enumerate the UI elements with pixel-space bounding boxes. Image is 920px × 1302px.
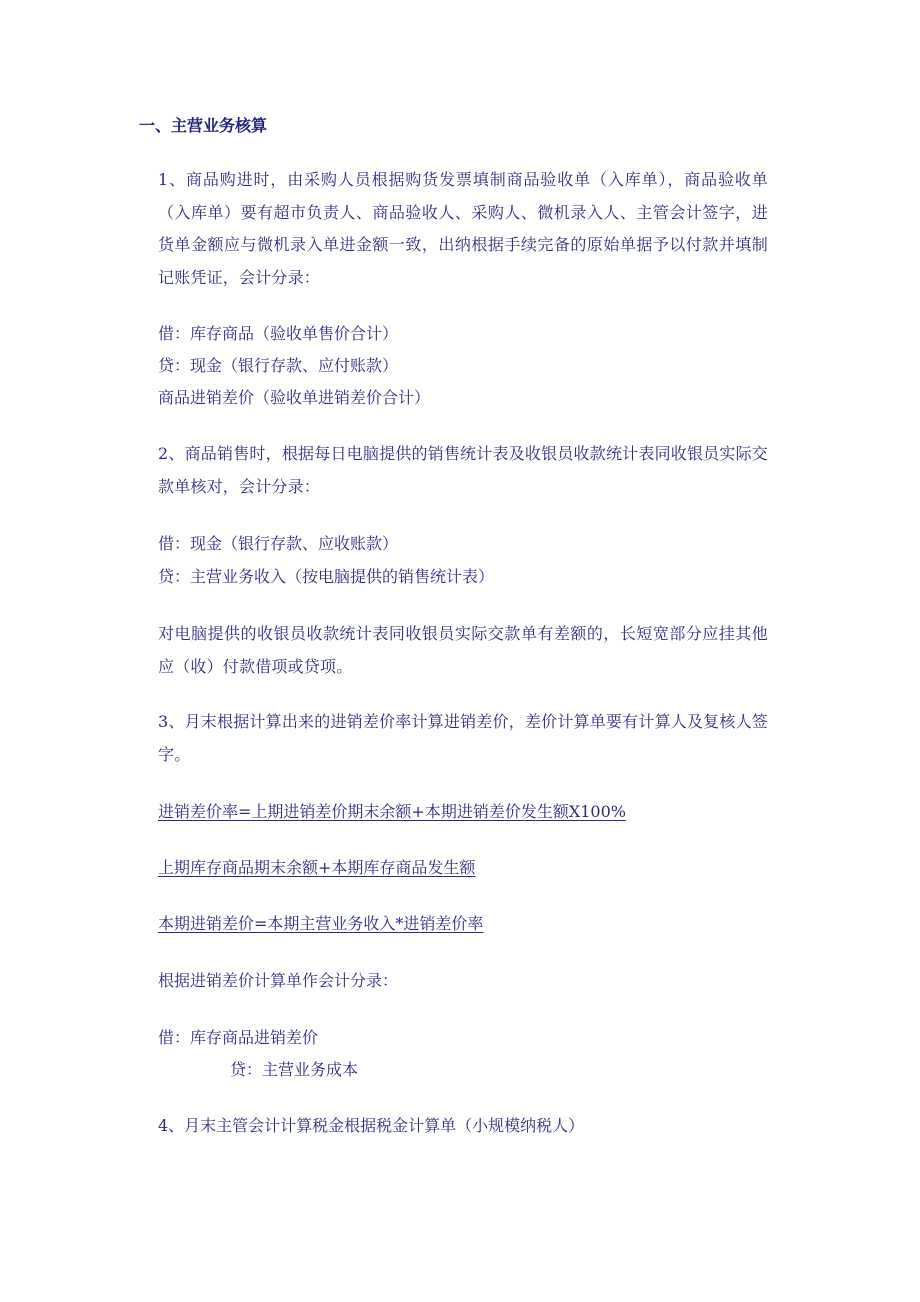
formula-rate-numerator: 进销差价率=上期进销差价期末余额+本期进销差价发生额X100%: [158, 802, 626, 821]
formula-diff: 本期进销差价=本期主营业务收入*进销差价率: [158, 914, 484, 933]
entry-credit-3: 贷：主营业务成本: [230, 1060, 359, 1079]
section-heading: 一、主营业务核算: [139, 116, 268, 135]
paragraph-tax: 4、月末主管会计计算税金根据税金计算单（小规模纳税人）: [158, 1116, 585, 1135]
paragraph-sales: 2、商品销售时，根据每日电脑提供的销售统计表及收银员收款统计表同收银员实际交款单核对，会计分录：: [158, 444, 768, 496]
entry-debit-2: 借：现金（银行存款、应收账款）: [158, 534, 399, 553]
paragraph-difference-note: 对电脑提供的收银员收款统计表同收银员实际交款单有差额的，长短宽部分应挂其他应（收）付款借项或贷项。: [158, 624, 768, 676]
entry-debit-1: 借：库存商品（验收单售价合计）: [158, 324, 399, 343]
entry-credit-1: 贷：现金（银行存款、应付账款）: [158, 356, 399, 375]
entry-intro-3: 根据进销差价计算单作会计分录：: [158, 971, 399, 990]
entry-debit-3: 借：库存商品进销差价: [158, 1028, 319, 1047]
entry-credit-2: 贷：主营业务收入（按电脑提供的销售统计表）: [158, 567, 495, 586]
formula-rate-denominator: 上期库存商品期末余额+本期库存商品发生额: [158, 858, 476, 877]
paragraph-purchase: 1、商品购进时，由采购人员根据购货发票填制商品验收单（入库单），商品验收单（入库单）要有超市负责人、商品验收人、采购人、微机录入人、主管会计签字，进货单金额应与微机录入单进金额一致，出纳根据手续完备的原始单据予以付款并填制记账凭证，会计分录：: [158, 170, 768, 287]
entry-credit-1b: 商品进销差价（验收单进销差价合计）: [158, 388, 431, 407]
paragraph-month-end: 3、月末根据计算出来的进销差价率计算进销差价，差价计算单要有计算人及复核人签字。: [158, 712, 768, 764]
